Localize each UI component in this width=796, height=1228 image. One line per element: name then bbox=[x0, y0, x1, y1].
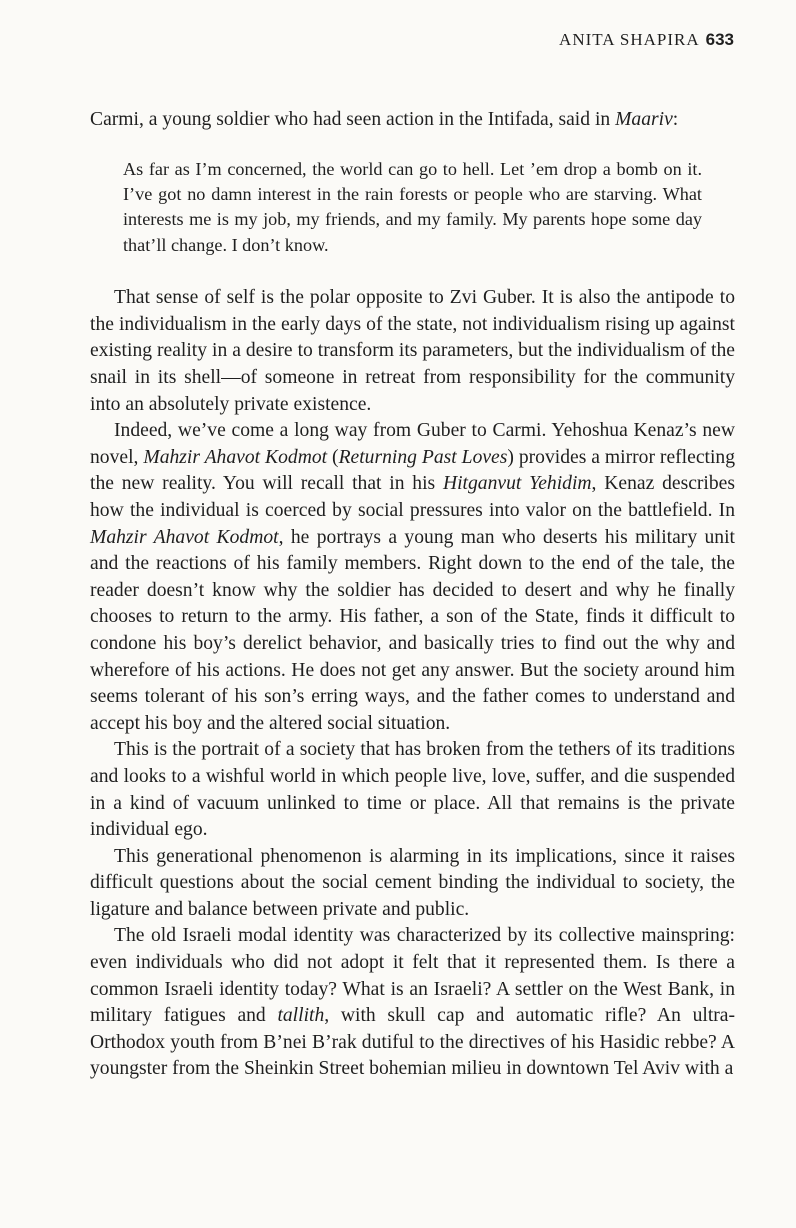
p2-text-d: , Kenaz describes how the individual is coerced by social pressures into valor on the battlefield. In bbox=[90, 473, 735, 521]
p2-title-1: Mahzir Ahavot Kodmot bbox=[143, 446, 328, 468]
p2-text-a: Indeed, we’ve come a long way from Guber to Carmi. Yehoshua Kenaz’s new novel, bbox=[90, 420, 735, 468]
running-head bbox=[559, 30, 734, 50]
running-head-author: ANITA SHAPIRA bbox=[559, 30, 700, 49]
p2-title-1-english: Returning Past Loves bbox=[338, 446, 508, 468]
intro-paragraph bbox=[90, 107, 735, 134]
block-quote-text: As far as I’m concerned, the world can go to hell. Let ’em drop a bomb on it. I’ve got no damn interest in the rain forests or people who are starving. What interests me is my job, my friends, and my family. My parents hope some day that’ll change. I don’t know. bbox=[123, 158, 702, 255]
paragraph-3: This is the portrait of a society that has broken from the tethers of its traditions and looks to a wishful world in which people live, love, suffer, and die suspended in a kind of vacuum unlinked to time or place. All that remains is the private individual ego. bbox=[90, 739, 735, 841]
page-body bbox=[90, 107, 735, 1083]
intro-end: : bbox=[672, 109, 679, 130]
intro-source: Maariv bbox=[615, 109, 673, 130]
paragraph-2 bbox=[90, 418, 735, 737]
p5-text-a: The old Israeli modal identity was characterized by its collective mainspring: even individuals who did not adopt it felt that it represented them. Is there a common Israeli identity today? What is an Israeli? A settler on the West Bank, in military fatigues and bbox=[90, 925, 735, 1027]
p5-term: tallith bbox=[277, 1005, 325, 1027]
paragraph-4: This generational phenomenon is alarming in its implications, since it raises difficult questions about the social cement binding the individual to society, the ligature and balance between private and public. bbox=[90, 845, 735, 920]
intro-text: Carmi, a young soldier who had seen action in the Intifada, said in bbox=[90, 109, 616, 130]
paragraph-5 bbox=[90, 923, 735, 1083]
p5-text-b: , with skull cap and automatic rifle? An ultra-Orthodox youth from B’nei B’rak dutiful to the directives of his Hasidic rebbe? A youngster from the Sheinkin Street bohemian milieu in downtown Tel Aviv with a bbox=[90, 1005, 736, 1080]
block-quote bbox=[123, 157, 702, 259]
p2-text-c: ) provides a mirror reflecting the new reality. You will recall that in his bbox=[90, 446, 735, 495]
paragraph-1: That sense of self is the polar opposite to Zvi Guber. It is also the antipode to the individualism in the early days of the state, not individualism rising up against existing reality in a desire to transform its parameters, but the individualism of the snail in its shell—of someone in retreat from responsibility for the community into an absolutely private existence. bbox=[90, 287, 735, 415]
p2-text-b: ( bbox=[327, 446, 339, 468]
page-number: 633 bbox=[705, 30, 734, 49]
p2-text-e: , he portrays a young man who deserts his military unit and the reactions of his family members. Right down to the end of the tale, the reader doesn’t know why the soldier has decided to desert and why he finally chooses to return to the army. His father, a son of the State, finds it difficult to condone his boy’s derelict behavior, and basically tries to find out the why and wherefore of his actions. He does not get any answer. But the society around him seems tolerant of his son’s erring ways, and the father comes to understand and accept his boy and the altered social situation. bbox=[90, 526, 735, 734]
p2-title-3: Mahzir Ahavot Kodmot bbox=[90, 526, 279, 548]
p2-title-2: Hitganvut Yehidim bbox=[442, 473, 592, 495]
